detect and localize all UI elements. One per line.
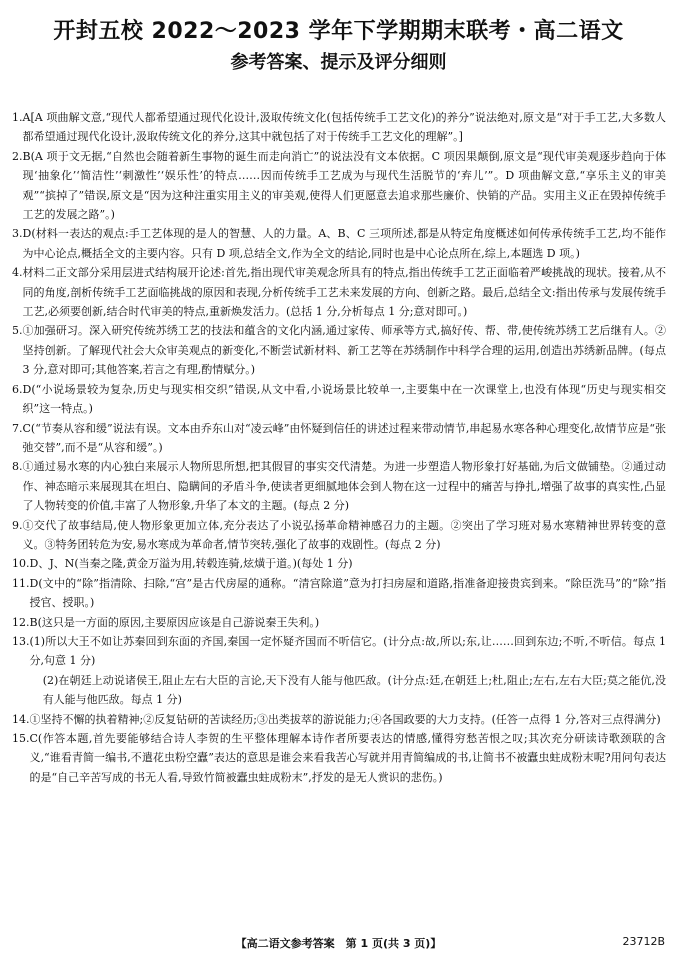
answer-number: 10. xyxy=(12,557,30,571)
answer-item xyxy=(12,710,666,729)
answer-item xyxy=(12,108,666,147)
answer-text xyxy=(30,574,667,613)
answer-text xyxy=(30,729,667,787)
answer-number: 13. xyxy=(12,634,30,648)
answer-main-text: (1)所以大王不如让苏秦回到东面的齐国,秦国一定怀疑齐国而不听信它。(计分点:故,所以;东,让……回到东边;不听,不听信。每点 1 分,句意 1 分) xyxy=(29,634,666,668)
answer-main-text: ①坚持不懈的执着精神;②反复钻研的苦读经历;③出类拔萃的游说能力;④各国政要的大力支持。(任答一点得 1 分,答对三点得满分) xyxy=(29,712,661,726)
answer-item xyxy=(12,729,666,787)
page-footer xyxy=(0,935,677,955)
answer-item xyxy=(12,147,666,225)
answer-number: 7. xyxy=(12,421,23,435)
answer-main-text: C(“节奏从容和缓”说法有误。文本由乔东山对“凌云峰”由怀疑到信任的讲述过程来带动情节,串起易水寒各种心理变化,故情节应是“张弛交替”,而不是“从容和缓”。) xyxy=(22,421,666,454)
answer-main-text: D(文中的“除”指清除、扫除,“宫”是古代房屋的通称。“清宫除道”意为打扫房屋和道路,指准备迎接贵宾到来。“除臣洗马”的“除”指授官、授职。) xyxy=(29,576,666,610)
answer-main-text: D(材料一表达的观点:手工艺体现的是人的智慧、人的力量。A、B、C 三项所述,都是从特定角度概述如何传承传统手工艺,均不能作为中心论点,概括全文的主要内容。只有 D 项,总结全文,作为全文的结论,同时也是中心论点所在,综上,本题选 D 项。) xyxy=(22,227,666,260)
answer-sub-text: (2)在朝廷上动说诸侯王,阻止左右大臣的言论,天下没有人能与他匹敌。(计分点:廷,在朝廷上;杜,阻止;左右,左右大臣;莫之能伉,没有人能与他匹敌。每点 1 分) xyxy=(42,673,666,707)
answer-number: 5. xyxy=(12,324,23,338)
answer-number: 12. xyxy=(12,615,30,629)
answer-text xyxy=(23,263,667,321)
answer-item xyxy=(12,321,666,379)
answer-text xyxy=(23,224,667,263)
answer-item xyxy=(12,613,666,632)
answer-item xyxy=(12,554,666,573)
answer-number: 3. xyxy=(12,227,23,241)
page-subtitle: 参考答案、提示及评分细则 xyxy=(230,52,447,73)
answer-text xyxy=(23,108,667,147)
answer-main-text: D、J、N(当秦之隆,黄金万溢为用,转毂连骑,炫熿于道。)(每处 1 分) xyxy=(29,557,353,571)
answer-item xyxy=(12,457,666,515)
answer-text xyxy=(30,632,667,710)
answer-item xyxy=(12,224,666,263)
footer-code: 23712B xyxy=(622,935,665,948)
answer-item xyxy=(12,380,666,419)
answer-text xyxy=(23,147,667,225)
answer-item xyxy=(12,419,666,458)
answer-number: 15. xyxy=(12,732,30,745)
answer-item xyxy=(12,574,666,613)
answer-number: 2. xyxy=(12,149,23,163)
answer-main-text: 材料二正文部分采用层进式结构展开论述:首先,指出现代审美观念所具有的特点,指出传统手工艺正面临着严峻挑战的现状。接着,从不同的角度,剖析传统手工艺面临挑战的原因和表现,分析传统手工艺未来发展的方向、创新之路。最后,总结全文:指出传承与发展传统手工艺,必须要创新,结合时代审美的特点,重新焕发活力。(总括 1 分,分析每点 1 分;意对即可。) xyxy=(22,266,666,319)
answer-number: 9. xyxy=(12,518,23,532)
answer-item xyxy=(12,632,666,710)
answer-number: 4. xyxy=(12,266,23,280)
answer-text xyxy=(30,710,667,729)
answer-main-text: C(作答本题,首先要能够结合诗人李贺的生平整体理解本诗作者所要表达的情感,懂得穷愁苦恨之叹;其次充分研读诗歌颈联的含义,“谁看青简一编书,不遣花虫粉空蠹”表达的意思是谁会来看我苦心写就并用青简编成的书,让简书不被蠹虫蛀成粉末呢?用问句表达的是“自己辛苦写成的书无人看,导致竹简被蠹虫蛀成粉末”,抒发的是无人赏识的悲伤。) xyxy=(29,732,666,784)
answer-main-text: ①交代了故事结局,使人物形象更加立体,充分表达了小说弘扬革命精神感召力的主题。②突出了学习班对易水寒精神世界转变的意义。③特务团转危为安,易水寒成为革命者,情节突转,强化了故事的戏剧性。(每点 2 分) xyxy=(22,518,666,551)
answer-main-text: D(“小说场景较为复杂,历史与现实相交织”错误,从文中看,小说场景比较单一,主要集中在一次课堂上,也没有体现“历史与现实相交织”这一特点。) xyxy=(22,382,666,416)
footer-page-info: 【高二语文参考答案 第 1 页(共 3 页)】 xyxy=(235,937,442,950)
answer-main-text: ①加强研习。深入研究传统苏绣工艺的技法和蕴含的文化内涵,通过家传、师承等方式,搞好传、帮、带,使传统苏绣工艺后继有人。②坚持创新。了解现代社会大众审美观点的新变化,不断尝试新材料、新工艺等在苏绣制作中科学合理的运用,创造出苏绣新品牌。(每点 3 分,意对即可;其他答案,若言之有理,酌情赋分。) xyxy=(22,324,666,377)
answer-text xyxy=(30,554,667,573)
answer-text xyxy=(23,419,667,458)
answer-item xyxy=(12,263,666,321)
answer-number: 6. xyxy=(12,382,23,396)
page-title: 开封五校 2022～2023 学年下学期期末联考・高二语文 xyxy=(53,19,624,44)
answer-number: 8. xyxy=(12,460,23,474)
answer-item xyxy=(12,516,666,555)
answer-text xyxy=(30,613,667,632)
answer-number: 11. xyxy=(12,576,30,590)
answer-text xyxy=(23,457,667,515)
answer-number: 14. xyxy=(12,712,30,726)
answer-text xyxy=(23,380,667,419)
answer-number: 1. xyxy=(12,111,23,124)
answer-main-text: A[A 项曲解文意,“现代人都希望通过现代化设计,汲取传统文化(包括传统手工艺文化)的养分”说法绝对,原文是“对于手工艺,大多数人都希望通过现代化设计,汲取传统文化的养分,这其中就包括了对于传统手工艺文化的理解”。] xyxy=(22,111,666,144)
answer-text xyxy=(23,516,667,555)
answer-main-text: B(A 项于文无据,“自然也会随着新生事物的诞生而走向消亡”的说法没有文本依据。C 项因果颠倒,原文是“现代审美观逐步趋向于体现‘抽象化’‘简洁性’‘刺激性’‘娱乐性’的特点……因而传统手工艺成为与现代生活脱节的‘弃儿’”。D 项曲解文意,“享乐主义的审美观”“摈掉了”错误,原文是“因为这种注重实用主义的审美观,使得人们更愿意去追求那些廉价、快销的产品。实用主义正在毁掉传统手工艺的发展之路”。) xyxy=(22,149,666,222)
answer-list xyxy=(12,108,666,787)
answer-main-text: ①通过易水寒的内心独白来展示人物所思所想,把其假冒的事实交代清楚。为进一步塑造人物形象打好基础,为后文做铺垫。②通过动作、神态暗示来展现其在坦白、隐瞒间的矛盾斗争,使读者更细腻地体会到人物在这一过程中的痛苦与挣扎,增强了故事的真实性,凸显了人物转变的价值,丰富了人物形象,升华了本文的主题。(每点 2 分) xyxy=(22,460,666,513)
answer-text xyxy=(23,321,667,379)
answer-main-text: B(这只是一方面的原因,主要原因应该是自己游说秦王失利。) xyxy=(29,615,320,629)
